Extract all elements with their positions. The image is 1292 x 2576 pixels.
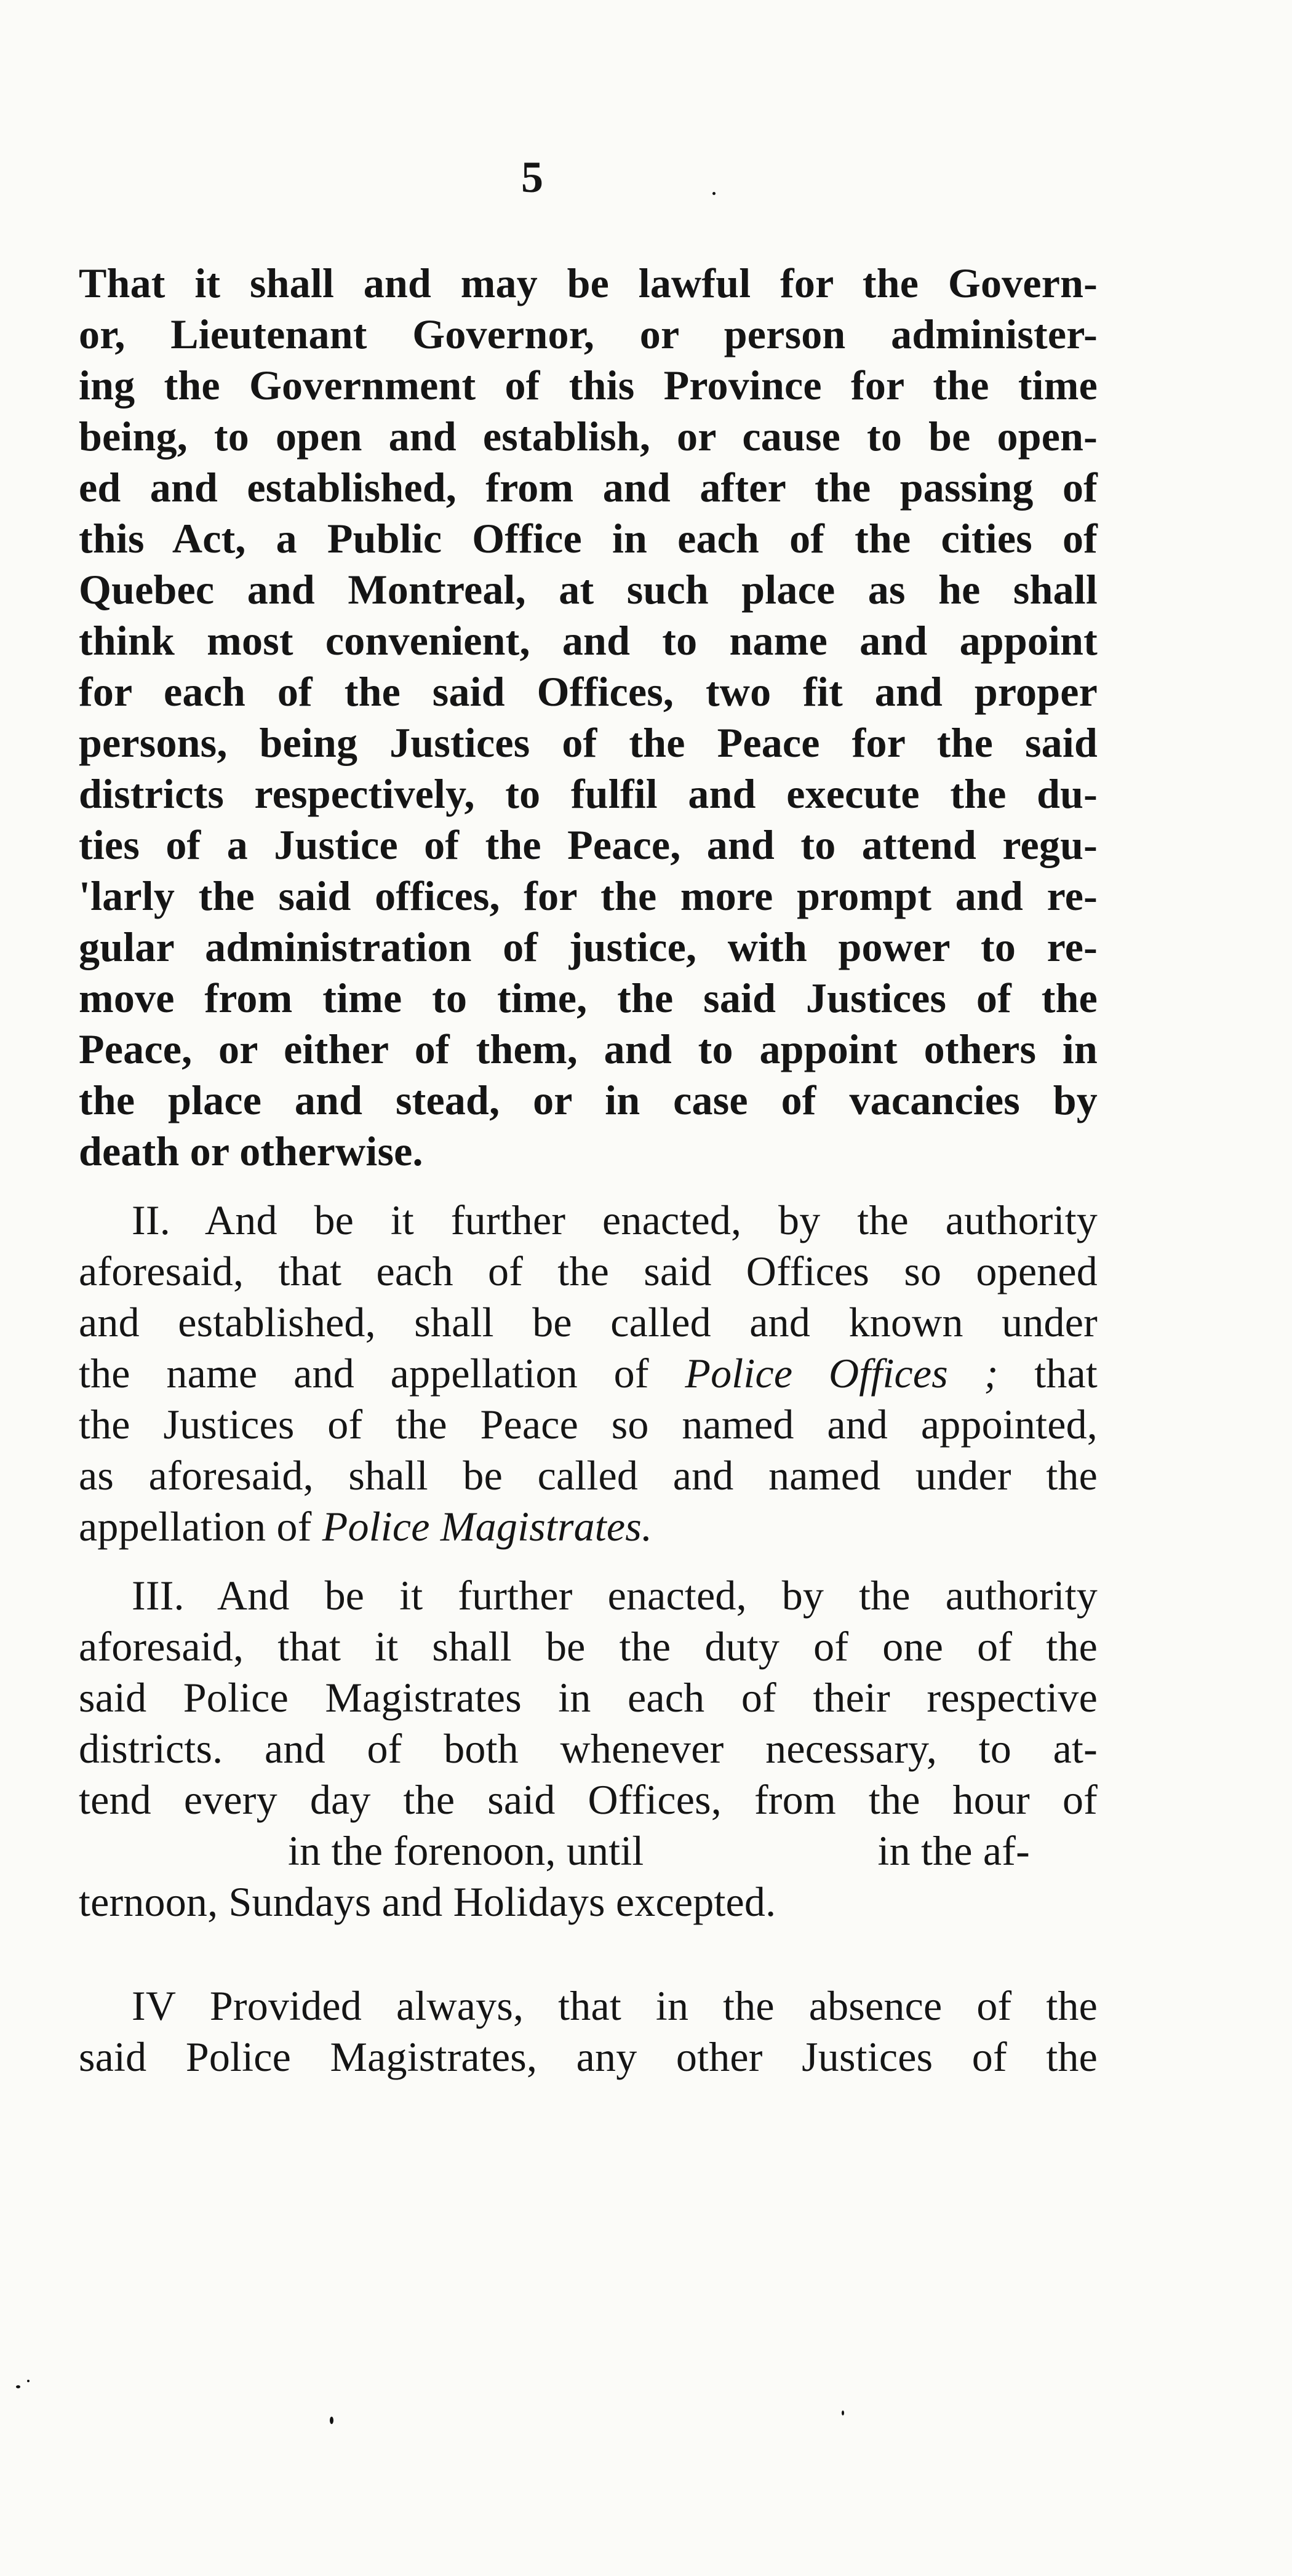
text-line: this Act, a Public Office in each of the cities of xyxy=(79,515,1098,562)
text-line: as aforesaid, shall be called and named under the xyxy=(79,1452,1098,1499)
text-line: death or otherwise. xyxy=(79,1128,423,1174)
text-line: said Police Magistrates in each of their respective xyxy=(79,1674,1098,1721)
text-line: persons, being Justices of the Peace for the said xyxy=(79,719,1098,766)
text-line: Quebec and Montreal, at such place as he shall xyxy=(79,566,1098,613)
ink-speck xyxy=(330,2417,333,2424)
text-line: for each of the said Offices, two fit and proper xyxy=(79,668,1098,715)
text-line: ternoon, Sundays and Holidays excepted. xyxy=(79,1878,776,1925)
text-line xyxy=(79,1502,1098,1551)
line-text: the name and appellation of xyxy=(79,1350,649,1397)
text-line: the Justices of the Peace so named and appointed, xyxy=(79,1401,1098,1448)
ink-speck xyxy=(27,2380,30,2382)
text-line: move from time to time, the said Justices of the xyxy=(79,975,1098,1021)
text-line: IV Provided always, that in the absence of the xyxy=(132,1982,1098,2029)
text-line: aforesaid, that each of the said Offices so opened xyxy=(79,1248,1098,1294)
italic-term: Police Magistrates. xyxy=(322,1503,653,1550)
text-line: or, Lieutenant Governor, or person administer- xyxy=(79,311,1098,357)
line-text: in the forenoon, until xyxy=(288,1827,644,1874)
text-line: 'larly the said offices, for the more prompt and re- xyxy=(79,872,1098,919)
text-line: the place and stead, or in case of vacancies by xyxy=(79,1077,1098,1123)
text-line: said Police Magistrates, any other Justices of the xyxy=(79,2033,1098,2080)
text-line: Peace, or either of them, and to appoint others in xyxy=(79,1026,1098,1072)
text-line: aforesaid, that it shall be the duty of one of the xyxy=(79,1623,1098,1670)
text-line: and established, shall be called and known under xyxy=(79,1299,1098,1346)
line-text: in the af- xyxy=(877,1827,1030,1874)
text-line xyxy=(79,1826,1098,1875)
italic-term: Police Offices ; xyxy=(685,1350,999,1397)
text-line: II. And be it further enacted, by the authority xyxy=(132,1197,1098,1243)
ink-speck xyxy=(712,192,716,195)
text-line: tend every day the said Offices, from the hour of xyxy=(79,1776,1098,1823)
line-text: appellation of xyxy=(79,1503,312,1550)
text-line: think most convenient, and to name and appoint xyxy=(79,617,1098,664)
text-line: ed and established, from and after the passing of xyxy=(79,464,1098,511)
text-line: ing the Government of this Province for the time xyxy=(79,362,1098,409)
line-text: that xyxy=(1034,1350,1098,1397)
text-line xyxy=(79,1349,1098,1398)
text-line: being, to open and establish, or cause to be open- xyxy=(79,413,1098,460)
ink-speck xyxy=(16,2385,20,2388)
text-line: districts respectively, to fulfil and execute the du- xyxy=(79,770,1098,817)
text-line: gular administration of justice, with power to re- xyxy=(79,923,1098,970)
text-line: ties of a Justice of the Peace, and to attend regu- xyxy=(79,821,1098,868)
page-number: 5 xyxy=(521,153,543,202)
text-line: districts. and of both whenever necessary, to at- xyxy=(79,1725,1098,1772)
text-line: III. And be it further enacted, by the authority xyxy=(132,1572,1098,1619)
text-line: That it shall and may be lawful for the Govern- xyxy=(79,260,1098,306)
ink-speck xyxy=(842,2411,844,2415)
